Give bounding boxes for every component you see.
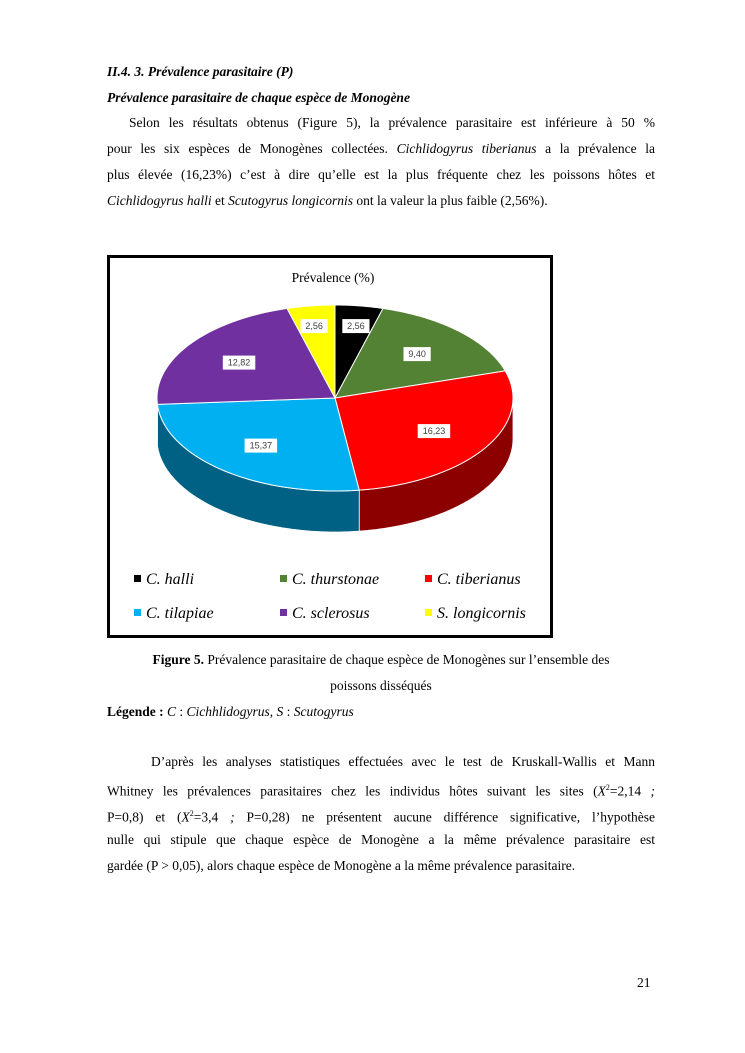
p2-l3-end: P=0,28) ne présentent aucune différence significative, l’hypothèse [234, 809, 655, 825]
legend-swatch [134, 609, 141, 616]
pie-data-label-6: 2,56 [305, 321, 323, 332]
paragraph-1-line-1: Selon les résultats obtenus (Figure 5), la prévalence parasitaire est inférieure à 50 % [129, 115, 655, 130]
paragraph-2-line-4: nulle qui stipule que chaque espèce de Monogène a la même prévalence parasitaire est [107, 832, 655, 847]
legend-label: C. halli [146, 571, 195, 588]
species-name-tiberianus: Cichlidogyrus tiberianus [396, 141, 537, 156]
pie-chart-frame [107, 255, 553, 638]
legend-label: C. sclerosus [292, 605, 370, 622]
p1-l4-and: et [211, 193, 229, 208]
chart-title: Prévalence (%) [291, 270, 375, 285]
p2-l3-semicolon: ; [230, 809, 235, 825]
paragraph-2 [107, 749, 655, 879]
species-name-halli: Cichlidogyrus halli [107, 193, 212, 208]
legend-swatch [280, 575, 287, 582]
legend-item [280, 605, 370, 623]
legend-c-name: Cichhlidogyrus [186, 704, 270, 719]
figure-caption-line-2: poissons disséqués [330, 678, 432, 693]
legend-label: S. longicornis [437, 605, 526, 622]
legend-item [425, 605, 526, 623]
legend-note-label: Légende : [107, 704, 164, 719]
paragraph-2-line-5: gardée (P > 0,05), alors chaque espèce de Monogène a la même prévalence parasitaire. [107, 858, 576, 873]
p2-l2-semicolon: ; [650, 783, 655, 799]
paragraph-1-line-4 [107, 188, 655, 214]
p1-l2-text: pour les six espèces de Monogènes collectées. [107, 141, 397, 156]
legend-note [107, 704, 354, 720]
legend-c-sep: : [176, 704, 187, 719]
section-subheading: Prévalence parasitaire de chaque espèce de Monogène [107, 90, 410, 105]
paragraph-2-line-1: D’après les analyses statistiques effectuées avec le test de Kruskall-Wallis et Mann [151, 754, 655, 769]
p2-chi-sup: 2 [605, 783, 610, 792]
p2-chi-x-2: X [181, 809, 190, 825]
page-number: 21 [637, 975, 651, 990]
p1-l2-end: a la prévalence la [536, 141, 656, 156]
figure-caption-text: Prévalence parasitaire de chaque espèce de Monogènes sur l’ensemble des [203, 652, 610, 667]
pie-data-label-5: 12,82 [227, 357, 251, 368]
legend-item [425, 571, 521, 589]
paragraph-1-line-3: plus élevée (16,23%) c’est à dire qu’elle est la plus fréquente chez les poissons hôtes et [107, 167, 655, 182]
figure-label: Figure 5. [152, 652, 204, 667]
legend-swatch [134, 575, 141, 582]
legend-swatch [425, 609, 432, 616]
figure-caption-line-1 [107, 647, 655, 673]
paragraph-2-line-3 [107, 801, 655, 827]
paragraph-2-line-2 [107, 775, 655, 801]
legend-swatch [425, 575, 432, 582]
p2-chi-x: X [597, 783, 606, 799]
p2-l3-text: P=0,8) et ( [107, 809, 182, 825]
legend-item [134, 571, 194, 589]
p2-l2-value: =2,14 [609, 783, 651, 799]
legend-label: C. tilapiae [146, 605, 214, 622]
p1-l4-end: ont la valeur la plus faible (2,56%). [353, 193, 548, 208]
paragraph-1-line-2 [107, 136, 655, 162]
chart-legend [110, 258, 550, 635]
p2-chi-sup-2: 2 [189, 809, 194, 818]
legend-swatch [280, 609, 287, 616]
p2-l2-text: Whitney les prévalences parasitaires chez les individus hôtes suivant les sites ( [107, 783, 598, 799]
legend-item [134, 605, 214, 623]
paragraph-1 [107, 110, 655, 214]
legend-label: C. tiberianus [437, 571, 521, 588]
legend-c-abbr: C [167, 704, 177, 719]
pie-data-label-3: 16,23 [422, 426, 446, 437]
p2-l3-value: =3,4 [193, 809, 231, 825]
figure-caption [107, 647, 655, 699]
species-name-longicornis: Scutogyrus longicornis [228, 193, 353, 208]
legend-s-abbr: S [276, 704, 284, 719]
legend-comma: , [269, 704, 277, 719]
legend-s-sep: : [283, 704, 294, 719]
pie-data-label-4: 15,37 [249, 440, 273, 451]
legend-s-name: Scutogyrus [293, 704, 354, 719]
legend-item [280, 571, 379, 589]
pie-data-label-2: 9,40 [408, 349, 426, 360]
section-heading: II.4. 3. Prévalence parasitaire (P) [107, 64, 294, 79]
legend-label: C. thurstonae [292, 571, 380, 588]
pie-data-label-1: 2,56 [347, 321, 365, 332]
